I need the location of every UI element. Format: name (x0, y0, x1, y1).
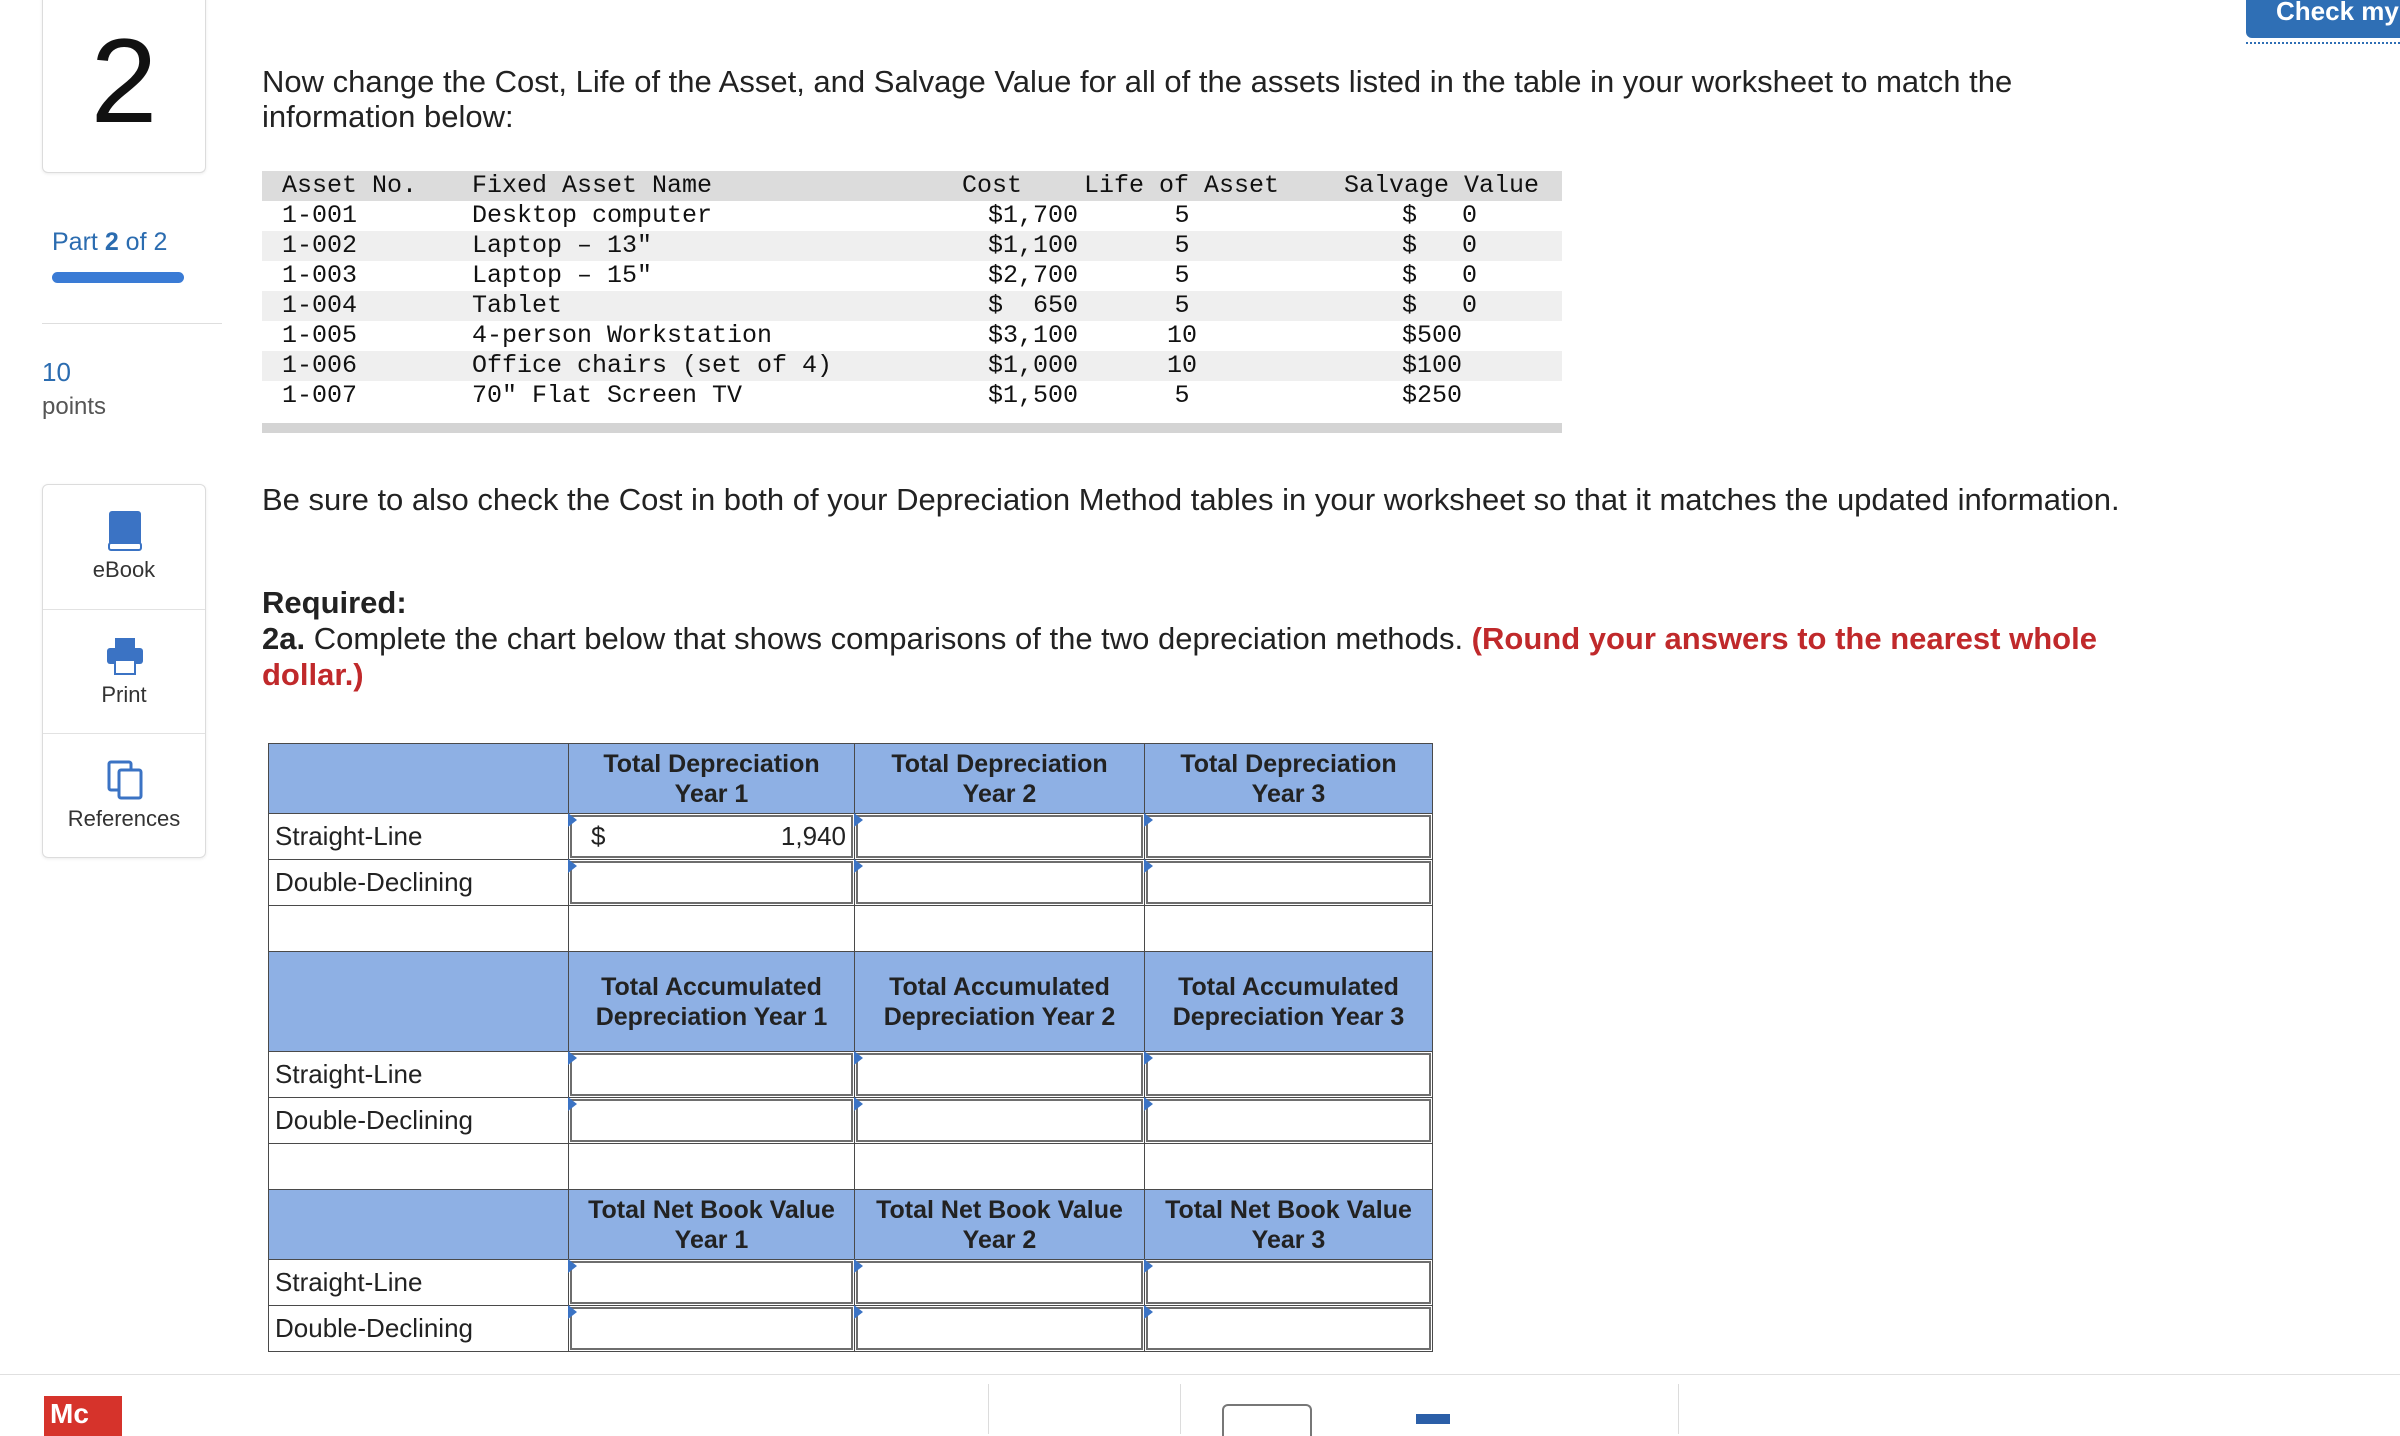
answer-input[interactable] (568, 813, 855, 860)
column-header-text: Total Accumulated Depreciation Year 3 (1172, 972, 1405, 1031)
row-label-cell (268, 813, 569, 860)
header-asset-name: Fixed Asset Name (472, 171, 713, 200)
required-heading: Required: (262, 585, 407, 620)
row-label-cell (268, 1305, 569, 1352)
input-flag-icon (568, 859, 577, 873)
input-flag-icon (568, 1259, 577, 1273)
print-label: Print (101, 682, 147, 707)
input-flag-icon (854, 813, 863, 827)
note-text: Be sure to also check the Cost in both of your Depreciation Method tables in your worksheet so that it matches the updated information. (262, 482, 2120, 517)
input-flag-icon (1144, 1305, 1153, 1319)
asset-row (262, 201, 1562, 231)
footer-separator (988, 1384, 989, 1434)
asset-no: 1-001 (282, 201, 358, 230)
answer-input[interactable] (1144, 859, 1433, 906)
asset-cost: $3,100 (987, 321, 1078, 350)
answer-input-box[interactable] (856, 1307, 1143, 1350)
grid-header-blank (268, 743, 569, 814)
row-label-cell (268, 1051, 569, 1098)
asset-life: 5 (1174, 261, 1190, 290)
answer-input[interactable] (1144, 1051, 1433, 1098)
asset-no: 1-007 (282, 381, 358, 410)
answer-input[interactable] (854, 813, 1145, 860)
asset-salvage: $ 0 (1402, 201, 1478, 230)
intro-text: Now change the Cost, Life of the Asset, and Salvage Value for all of the assets listed in the table in your worksheet to match the information below: (262, 64, 2013, 134)
column-header (1144, 743, 1433, 814)
asset-salvage: $100 (1402, 351, 1463, 380)
grid-header-blank (268, 951, 569, 1052)
input-flag-icon (854, 1051, 863, 1065)
input-flag-icon (854, 1259, 863, 1273)
answer-input-box[interactable] (856, 1053, 1143, 1096)
brand-logo: Mc (44, 1396, 122, 1436)
asset-cost: $1,100 (987, 231, 1078, 260)
answer-input-box[interactable] (856, 815, 1143, 858)
answer-input-box[interactable] (1146, 861, 1431, 904)
asset-table-bottom-bar (262, 423, 1562, 433)
printer-icon (105, 634, 145, 678)
asset-cost: $ 650 (987, 291, 1078, 320)
asset-row (262, 261, 1562, 291)
asset-salvage: $500 (1402, 321, 1463, 350)
column-header (854, 743, 1145, 814)
column-header (1144, 1189, 1433, 1260)
answer-input-box[interactable] (856, 1099, 1143, 1142)
part-indicator: Part 2 of 2 (52, 228, 168, 256)
column-header-text: Total Net Book Value Year 3 (1165, 1195, 1412, 1254)
asset-life: 10 (1166, 351, 1197, 380)
spacer-cell (268, 1143, 569, 1190)
spacer-cell (268, 905, 569, 952)
answer-input-box[interactable] (570, 1053, 853, 1096)
required-text: Complete the chart below that shows comparisons of the two depreciation methods. (305, 621, 1472, 656)
row-label: Straight-Line (275, 1059, 423, 1089)
asset-salvage: $ 0 (1402, 261, 1478, 290)
answer-input-box[interactable] (570, 1099, 853, 1142)
required-item-number: 2a. (262, 621, 306, 656)
asset-cost: $1,000 (987, 351, 1078, 380)
column-header-text: Total Net Book Value Year 1 (588, 1195, 835, 1254)
spacer-cell (854, 1143, 1145, 1190)
answer-input[interactable] (568, 859, 855, 906)
answer-input[interactable] (1144, 813, 1433, 860)
print-button[interactable] (43, 609, 205, 734)
answer-input-box[interactable] (856, 861, 1143, 904)
asset-table (262, 171, 1562, 435)
asset-life: 5 (1174, 381, 1190, 410)
row-label-cell (268, 859, 569, 906)
asset-name: Laptop – 15" (472, 261, 653, 290)
row-label: Double-Declining (275, 1313, 473, 1343)
column-header (1144, 951, 1433, 1052)
row-label-cell (268, 1097, 569, 1144)
rail-divider (42, 323, 222, 324)
answer-input[interactable] (854, 1259, 1145, 1306)
column-header-text: Total Depreciation Year 1 (603, 749, 820, 808)
asset-name: Office chairs (set of 4) (472, 351, 833, 380)
asset-life: 5 (1174, 231, 1190, 260)
input-flag-icon (854, 1097, 863, 1111)
row-label-cell (268, 1259, 569, 1306)
asset-row (262, 351, 1562, 381)
input-flag-icon (854, 1305, 863, 1319)
asset-no: 1-005 (282, 321, 358, 350)
grid-header-blank (268, 1189, 569, 1260)
answer-input[interactable] (568, 1051, 855, 1098)
ebook-label: eBook (92, 557, 156, 582)
answer-input-box[interactable] (1146, 1261, 1431, 1304)
column-header-text: Total Net Book Value Year 2 (876, 1195, 1123, 1254)
asset-cost: $1,500 (987, 381, 1078, 410)
footer-separator (1678, 1384, 1679, 1434)
answer-value[interactable]: 1,940 (780, 821, 846, 851)
currency-symbol: $ (591, 821, 606, 851)
spacer-cell (1144, 1143, 1433, 1190)
asset-row (262, 231, 1562, 261)
footer-divider (0, 1374, 2400, 1375)
answer-input-box[interactable] (570, 861, 853, 904)
column-header-text: Total Depreciation Year 2 (891, 749, 1108, 808)
rounding-instruction: (Round your answers to the nearest whole dollar.) (262, 621, 2097, 692)
column-header (568, 743, 855, 814)
answer-input[interactable] (854, 1051, 1145, 1098)
answer-input[interactable] (854, 1097, 1145, 1144)
input-flag-icon (568, 1051, 577, 1065)
asset-name: 70" Flat Screen TV (472, 381, 743, 410)
answer-input[interactable] (1144, 1259, 1433, 1306)
input-flag-icon (1144, 859, 1153, 873)
answer-input-box[interactable] (570, 1261, 853, 1304)
asset-name: 4-person Workstation (472, 321, 773, 350)
column-header-text: Total Accumulated Depreciation Year 2 (883, 972, 1116, 1031)
grid-icon[interactable] (1416, 1414, 1450, 1424)
references-label: References (67, 806, 181, 831)
asset-table-header (262, 171, 1562, 201)
asset-name: Tablet (472, 291, 563, 320)
row-label: Straight-Line (275, 821, 423, 851)
answer-input[interactable] (568, 1097, 855, 1144)
references-button[interactable] (43, 733, 205, 858)
asset-name: Desktop computer (472, 201, 713, 230)
asset-salvage: $ 0 (1402, 291, 1478, 320)
part-progress-bar (52, 272, 184, 283)
link-icon[interactable] (1222, 1404, 1312, 1436)
input-flag-icon (1144, 1051, 1153, 1065)
required-block (262, 585, 2162, 693)
check-my-work-button[interactable]: Check my (2246, 0, 2400, 38)
header-asset-no: Asset No. (282, 171, 418, 200)
answer-input-box[interactable] (1146, 1099, 1431, 1142)
answer-input-box[interactable] (1146, 815, 1431, 858)
answer-input[interactable] (854, 859, 1145, 906)
points-label: points (42, 393, 107, 420)
header-cost: Cost (962, 171, 1023, 200)
column-header-text: Total Depreciation Year 3 (1180, 749, 1397, 808)
footer-separator (1180, 1384, 1181, 1434)
part-total: of 2 (125, 228, 168, 256)
asset-no: 1-003 (282, 261, 358, 290)
spacer-cell (568, 1143, 855, 1190)
asset-salvage: $ 0 (1402, 231, 1478, 260)
asset-name: Laptop – 13" (472, 231, 653, 260)
column-header (854, 1189, 1145, 1260)
input-flag-icon (568, 1097, 577, 1111)
header-life: Life of Asset (1084, 171, 1280, 200)
answer-grid (268, 743, 1432, 1347)
asset-row (262, 321, 1562, 351)
column-header (568, 1189, 855, 1260)
answer-input[interactable] (1144, 1097, 1433, 1144)
asset-life: 10 (1166, 321, 1197, 350)
asset-row (262, 291, 1562, 321)
answer-input[interactable] (854, 1305, 1145, 1352)
asset-no: 1-002 (282, 231, 358, 260)
spacer-cell (854, 905, 1145, 952)
answer-input[interactable] (568, 1259, 855, 1306)
asset-no: 1-006 (282, 351, 358, 380)
column-header-text: Total Accumulated Depreciation Year 1 (595, 972, 828, 1031)
answer-input[interactable] (568, 1305, 855, 1352)
row-label: Double-Declining (275, 1105, 473, 1135)
column-header (854, 951, 1145, 1052)
column-header (568, 951, 855, 1052)
answer-input-box[interactable] (1146, 1307, 1431, 1350)
question-number: 2 (90, 14, 158, 148)
header-salvage: Salvage Value (1344, 171, 1540, 200)
answer-input-box[interactable] (1146, 1053, 1431, 1096)
asset-row (262, 381, 1562, 411)
answer-input-box[interactable] (570, 1307, 853, 1350)
input-flag-icon (1144, 813, 1153, 827)
row-label: Straight-Line (275, 1267, 423, 1297)
points-value: 10 (42, 357, 71, 387)
spacer-cell (568, 905, 855, 952)
asset-life: 5 (1174, 291, 1190, 320)
spacer-cell (1144, 905, 1433, 952)
book-icon (105, 509, 145, 553)
answer-input[interactable] (1144, 1305, 1433, 1352)
input-flag-icon (568, 813, 577, 827)
asset-cost: $1,700 (987, 201, 1078, 230)
part-current: 2 (104, 228, 119, 256)
input-flag-icon (1144, 1259, 1153, 1273)
input-flag-icon (854, 859, 863, 873)
check-button-focus-outline (2246, 42, 2400, 44)
asset-life: 5 (1174, 201, 1190, 230)
answer-input-box[interactable] (856, 1261, 1143, 1304)
asset-cost: $2,700 (987, 261, 1078, 290)
documents-icon (105, 758, 145, 802)
row-label: Double-Declining (275, 867, 473, 897)
asset-no: 1-004 (282, 291, 358, 320)
asset-salvage: $250 (1402, 381, 1463, 410)
required-instruction (262, 621, 2162, 693)
input-flag-icon (568, 1305, 577, 1319)
question-number-card (42, 0, 206, 173)
tools-panel (42, 484, 206, 858)
ebook-button[interactable] (43, 485, 205, 609)
input-flag-icon (1144, 1097, 1153, 1111)
